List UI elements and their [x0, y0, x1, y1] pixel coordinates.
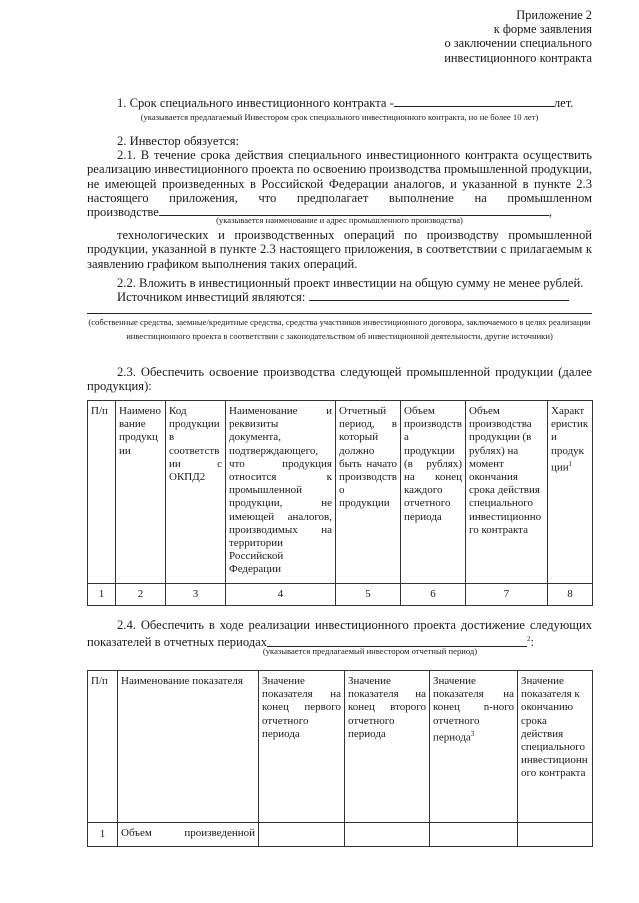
column-number: 5	[336, 584, 401, 606]
colon: :	[530, 635, 535, 650]
header-cell: П/п	[88, 671, 118, 823]
years-suffix: лет.	[553, 96, 574, 110]
investor-obliges-title: 2. Инвестор обязуется:	[117, 134, 240, 148]
header-text: Характеристики продукции	[551, 405, 589, 474]
column-number: 8	[548, 584, 593, 606]
section-1	[117, 96, 592, 110]
header-cell: Объем производства продукции (в рублях) на конец каждого отчетного периода	[401, 401, 466, 584]
products-table	[87, 400, 593, 606]
paragraph-2-4-text: 2.4. Обеспечить в ходе реализации инвестиционного проекта достижение следующих показателей в отчетных периодах	[87, 618, 592, 650]
header-cell: Наименование и реквизиты документа, подтверждающего, что продукция относится к промышленной продукции, не имеющей аналогов, производимых на территории Российской Федерации	[226, 401, 336, 584]
indicators-table	[87, 670, 593, 847]
sources-blank-line[interactable]	[87, 313, 592, 314]
header-line: инвестиционного контракта	[444, 50, 592, 65]
column-number: 3	[166, 584, 226, 606]
value-cell[interactable]	[430, 823, 518, 847]
footnote-mark: 2	[527, 635, 531, 644]
sources-row	[117, 290, 592, 304]
contract-term-note: (указывается предлагаемый Инвестором срок специального инвестиционного контракта, но не более 10 лет)	[140, 112, 539, 122]
header-text: Значение показателя на конец n-ного отчетного периода	[433, 675, 514, 744]
value-cell[interactable]	[345, 823, 430, 847]
contract-term-label: 1. Срок специального инвестиционного контракта -	[117, 96, 394, 110]
row-number: 1	[88, 823, 118, 847]
header-cell: Отчетный период, в который должно быть начато производство продукции	[336, 401, 401, 584]
paragraph-2-1: 2.1. В течение срока действия специального инвестиционного контракта осуществить реализацию инвестиционного проекта по освоению производства промышленной продукции, не имеющей произведенных в Российской Федерации аналогов, и указанной в пункте 2.3 настоящего приложения, что предполагает выполнение на промышленном	[87, 148, 592, 206]
reporting-period-note: (указывается предлагаемый инвестором отчетный период)	[262, 646, 478, 656]
header-cell: Значение показателя на конец второго отчетного периода	[345, 671, 430, 823]
contract-term-blank[interactable]	[394, 96, 554, 107]
indicator-name: Объем произведенной	[118, 823, 259, 847]
table-header-row	[88, 401, 593, 584]
sources-blank[interactable]	[309, 290, 569, 301]
header-line: к форме заявления	[493, 22, 592, 37]
header-cell: Объем производства продукции (в рублях) на момент окончания срока действия специального инвестиционного контракта	[466, 401, 548, 584]
value-cell[interactable]	[518, 823, 593, 847]
header-cell: Наименование показателя	[118, 671, 259, 823]
header-line: о заключении специального	[444, 36, 592, 51]
header-line: Приложение 2	[516, 8, 592, 22]
paragraph-2-3: 2.3. Обеспечить освоение производства следующей промышленной продукции (далее продукция):	[87, 365, 592, 394]
table-header-row	[88, 671, 593, 823]
footnote-mark: 1	[568, 459, 573, 468]
header-cell: Значение показателя на конец первого отчетного периода	[259, 671, 345, 823]
header-cell: Наименование продукции	[116, 401, 166, 584]
header-cell	[430, 671, 518, 823]
table-row	[88, 584, 593, 606]
column-number: 4	[226, 584, 336, 606]
header-cell: Код продукции в соответствии с ОКПД2	[166, 401, 226, 584]
paragraph-2-2: 2.2. Вложить в инвестиционный проект инвестиции на общую сумму не менее рублей.	[117, 276, 584, 290]
header-cell	[548, 401, 593, 584]
paragraph-2-1-continued: технологических и производственных операций по производству промышленной продукции, указанной в пункте 2.3 настоящего приложения, в соответствии с прилагаемым к заявлению графиком выполнения таких операций.	[87, 228, 592, 271]
footnote-mark: 3	[470, 729, 475, 738]
production-label: производстве	[87, 205, 159, 219]
production-note: (указывается наименование и адрес промышленного производства)	[216, 215, 463, 225]
appendix-header	[444, 8, 592, 65]
column-number: 1	[88, 584, 116, 606]
table-row	[88, 823, 593, 847]
sources-note: (собственные средства, заемные/кредитные средства, средства участников инвестиционного договора, заключаемого в целях реализации инвестиционного проекта в соответствии с законодательством об инвестиционной деятельности, другие источники)	[88, 317, 591, 341]
column-number: 6	[401, 584, 466, 606]
header-cell: Значение показателя к окончанию срока действия специального инвестиционного контракта	[518, 671, 593, 823]
column-number: 2	[116, 584, 166, 606]
header-cell: П/п	[88, 401, 116, 584]
value-cell[interactable]	[259, 823, 345, 847]
sources-label: Источником инвестиций являются:	[117, 290, 306, 304]
comma: ,	[548, 205, 552, 219]
column-number: 7	[466, 584, 548, 606]
